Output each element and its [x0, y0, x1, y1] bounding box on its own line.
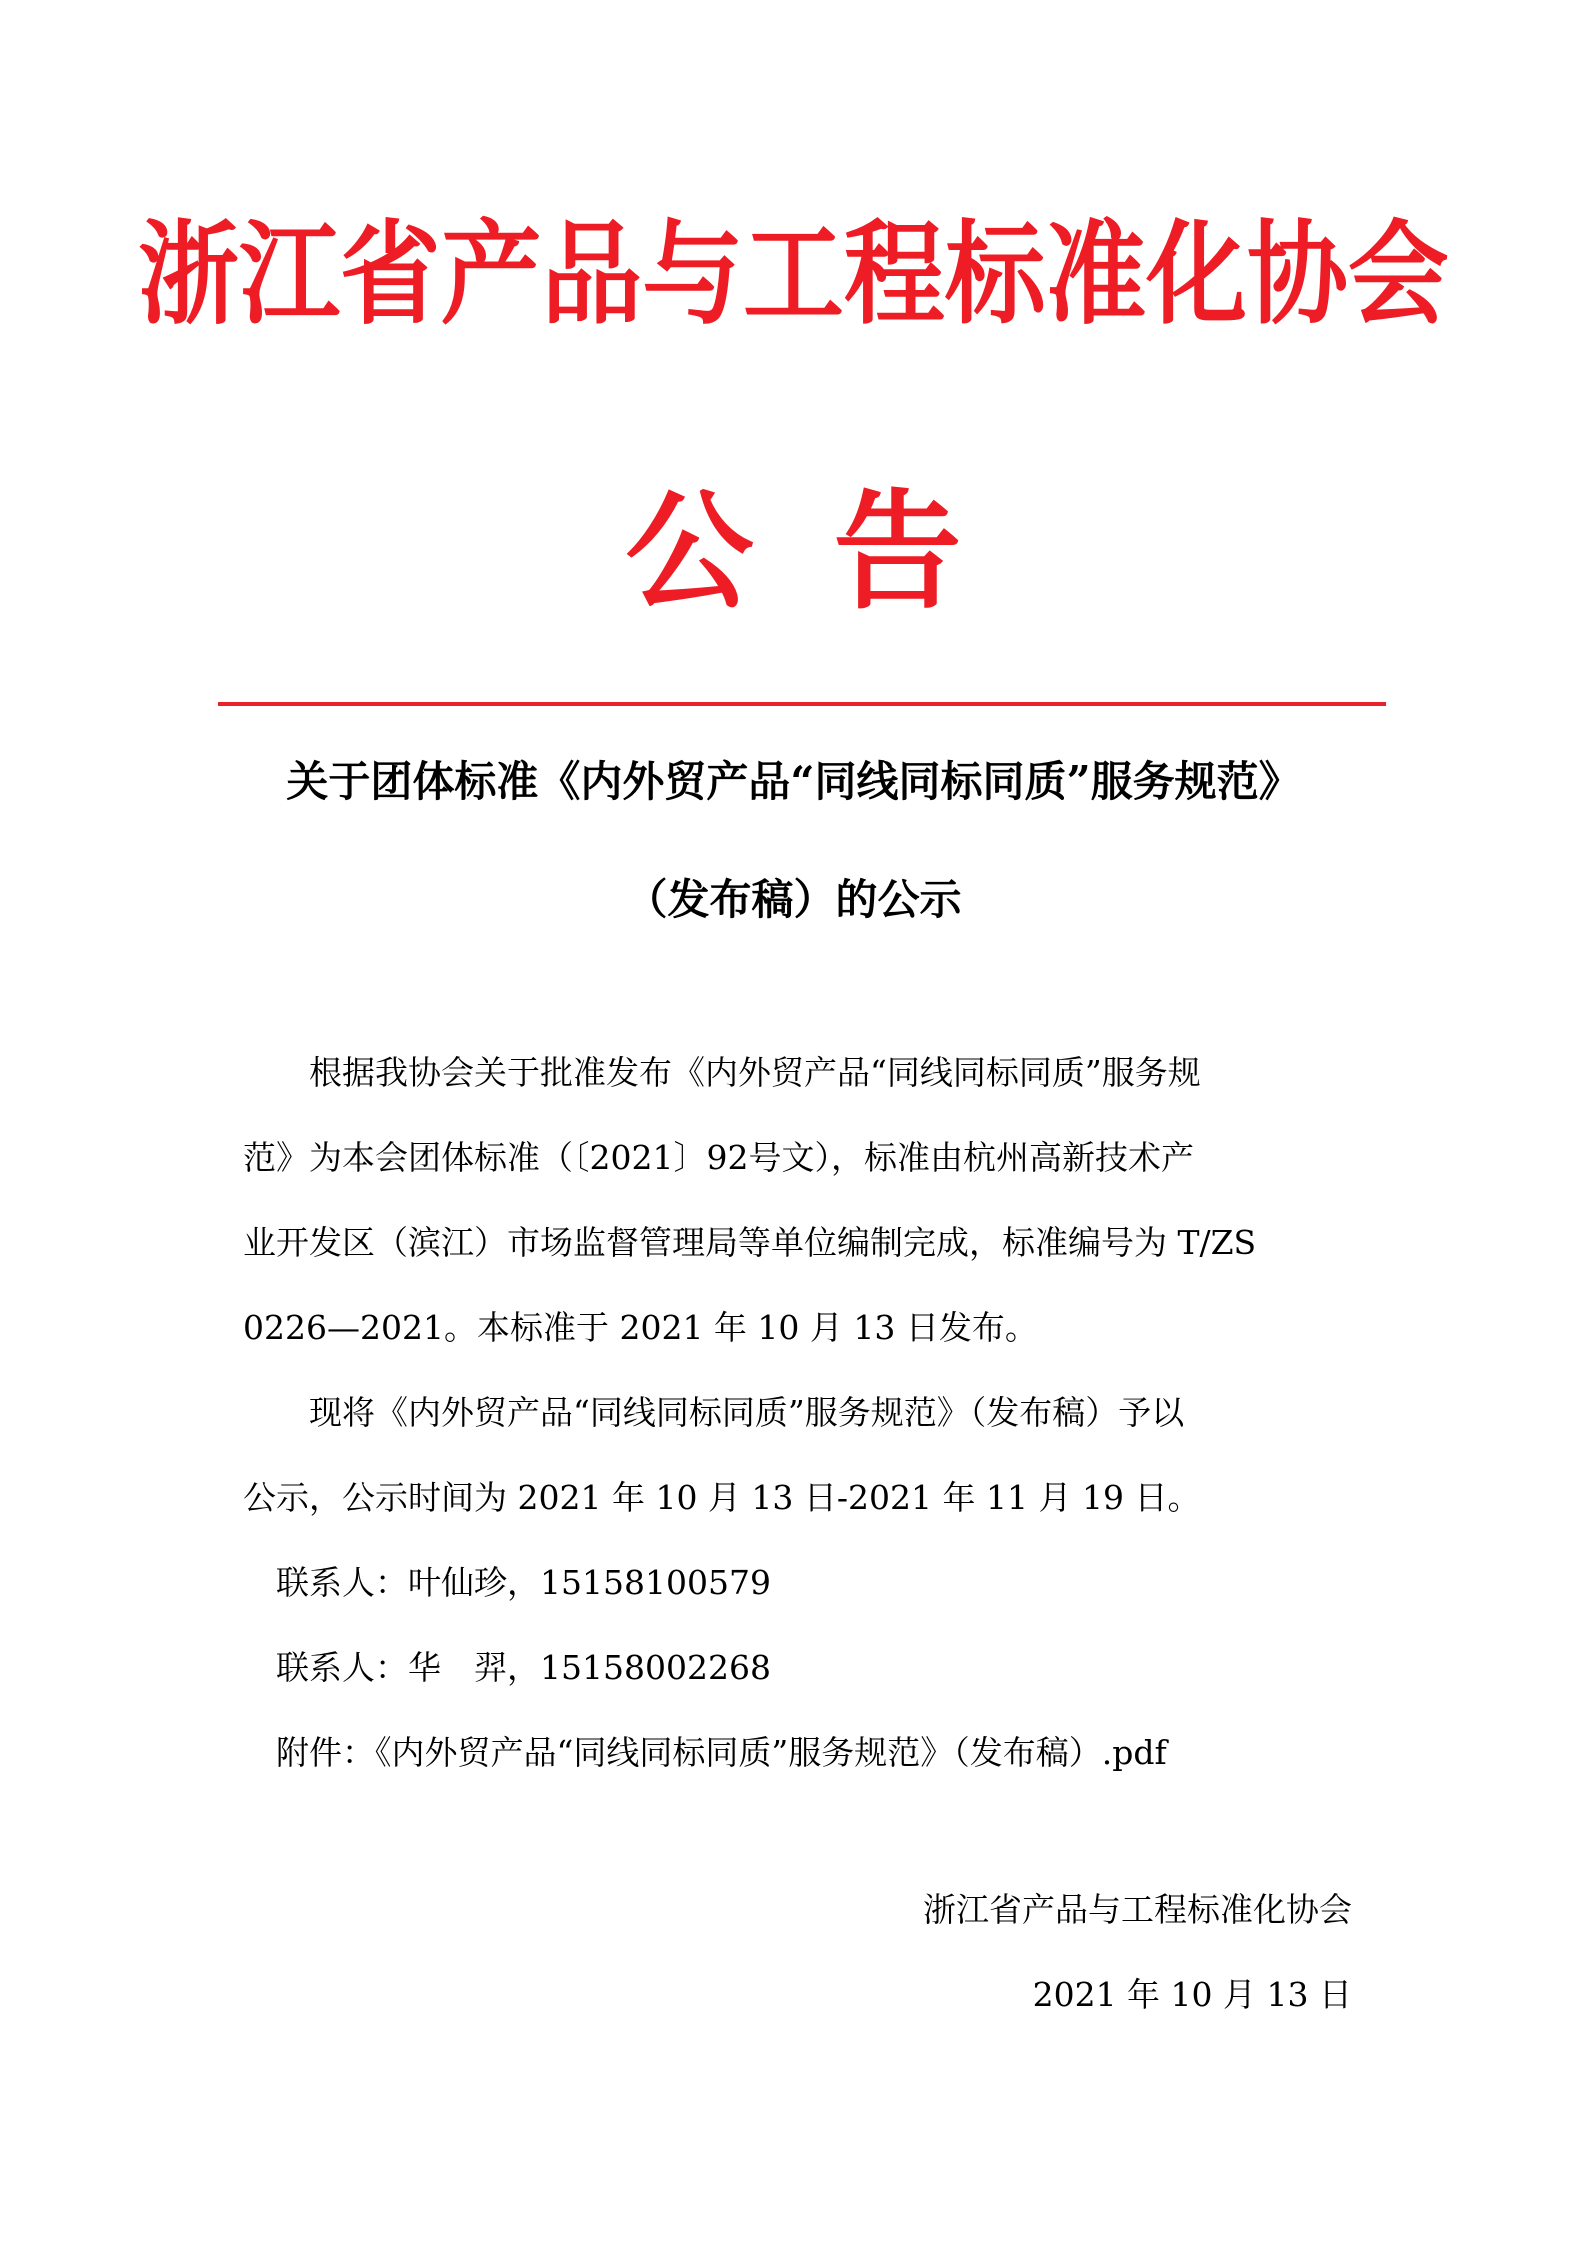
attachment-line: 附件：《内外贸产品“同线同标同质”服务规范》（发布稿）.pdf — [243, 1733, 1167, 1772]
red-divider-line — [218, 702, 1386, 706]
contact-person-1: 联系人：叶仙珍，15158100579 — [243, 1563, 771, 1602]
document-title-line-2: （发布稿）的公示 — [625, 875, 962, 924]
contact-person-2: 联系人：华 羿，15158002268 — [243, 1648, 771, 1687]
paragraph-1-line-1: 根据我协会关于批准发布《内外贸产品“同线同标同质”服务规 — [243, 1053, 1201, 1092]
document-title-line-1: 关于团体标准《内外贸产品“同线同标同质”服务规范》 — [286, 757, 1301, 806]
signature-date: 2021 年 10 月 13 日 — [1032, 1975, 1352, 2014]
paragraph-2-line-1: 现将《内外贸产品“同线同标同质”服务规范》（发布稿）予以 — [243, 1393, 1185, 1432]
org-title-header: 浙江省产品与工程标准化协会 — [138, 210, 1449, 340]
paragraph-2-line-2: 公示，公示时间为 2021 年 10 月 13 日-2021 年 11 月 19 日。 — [243, 1478, 1201, 1517]
paragraph-1-line-4: 0226—2021。本标准于 2021 年 10 月 13 日发布。 — [243, 1308, 1038, 1347]
announcement-heading: 公告 — [625, 478, 1042, 627]
paragraph-1-line-3: 业开发区（滨江）市场监督管理局等单位编制完成，标准编号为 T/ZS — [243, 1223, 1257, 1262]
signature-organization: 浙江省产品与工程标准化协会 — [923, 1890, 1352, 1929]
paragraph-1-line-2: 范》为本会团体标准（〔2021〕92号文），标准由杭州高新技术产 — [243, 1138, 1194, 1177]
